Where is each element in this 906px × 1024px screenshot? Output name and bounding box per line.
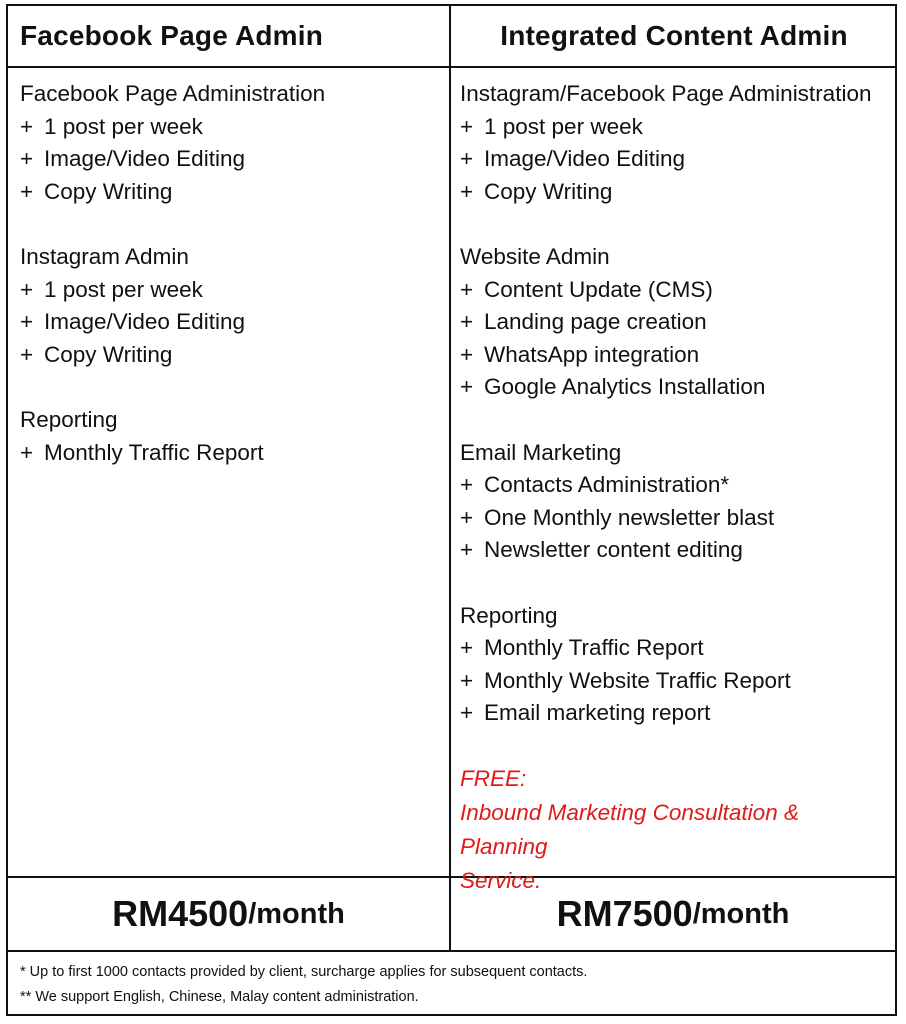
plus-icon: + <box>460 113 474 139</box>
plus-icon: + <box>20 146 34 172</box>
section-title: Reporting <box>20 406 118 432</box>
feature-section <box>20 241 440 371</box>
feature-item <box>20 274 440 307</box>
plus-icon: + <box>20 113 34 139</box>
feature-item <box>20 437 440 470</box>
section-title: Instagram Admin <box>20 243 189 269</box>
section-title: Website Admin <box>460 243 610 269</box>
feature-item <box>460 632 892 665</box>
price-unit: /month <box>248 897 345 930</box>
plus-icon: + <box>460 341 474 367</box>
feature-item <box>460 469 892 502</box>
plus-icon: + <box>460 472 474 498</box>
feature-text: Contacts Administration* <box>484 472 730 498</box>
feature-item <box>20 143 440 176</box>
feature-text: Email marketing report <box>484 700 711 726</box>
plus-icon: + <box>460 504 474 530</box>
feature-section <box>20 78 440 208</box>
feature-text: Newsletter content editing <box>484 537 743 563</box>
free-label: FREE: <box>460 766 527 792</box>
feature-item <box>20 306 440 339</box>
feature-text: 1 post per week <box>44 113 203 139</box>
feature-item <box>460 306 892 339</box>
feature-text: Copy Writing <box>44 178 173 204</box>
plan-features-facebook-page-admin <box>20 78 440 469</box>
feature-item <box>460 274 892 307</box>
feature-section <box>460 241 892 404</box>
feature-item <box>460 665 892 698</box>
plan-title-integrated-content-admin: Integrated Content Admin <box>500 20 848 51</box>
feature-item <box>20 111 440 144</box>
feature-item <box>460 371 892 404</box>
pricing-table <box>6 4 897 1016</box>
feature-text: Copy Writing <box>484 178 613 204</box>
footnote: * Up to first 1000 contacts provided by client, surcharge applies for subsequent contacts. <box>20 964 588 980</box>
plus-icon: + <box>460 374 474 400</box>
feature-text: Landing page creation <box>484 309 707 335</box>
feature-section <box>460 437 892 567</box>
free-offer-line: Service. <box>460 868 542 894</box>
plus-icon: + <box>20 276 34 302</box>
plus-icon: + <box>460 635 474 661</box>
feature-item <box>460 697 892 730</box>
footnote: ** We support English, Chinese, Malay content administration. <box>20 989 419 1005</box>
feature-text: Content Update (CMS) <box>484 276 713 302</box>
feature-section <box>20 404 440 469</box>
footnotes <box>20 960 587 1010</box>
feature-text: Monthly Traffic Report <box>484 635 704 661</box>
feature-item <box>20 176 440 209</box>
feature-text: Image/Video Editing <box>484 146 685 172</box>
feature-item <box>460 339 892 372</box>
price-amount: RM4500 <box>112 893 249 934</box>
price-unit: /month <box>692 897 790 930</box>
feature-section <box>460 600 892 730</box>
feature-text: Monthly Website Traffic Report <box>484 667 791 693</box>
feature-text: 1 post per week <box>44 276 203 302</box>
feature-item <box>460 534 892 567</box>
plan-title-facebook-page-admin: Facebook Page Admin <box>20 20 324 51</box>
feature-text: Google Analytics Installation <box>484 374 766 400</box>
feature-item <box>460 143 892 176</box>
plus-icon: + <box>20 178 34 204</box>
section-title: Facebook Page Administration <box>20 81 326 106</box>
header-divider <box>8 66 895 68</box>
plus-icon: + <box>460 178 474 204</box>
plus-icon: + <box>460 667 474 693</box>
feature-text: Monthly Traffic Report <box>44 439 264 465</box>
section-title: Email Marketing <box>460 439 622 465</box>
feature-item <box>460 502 892 535</box>
plan-features-integrated-content-admin <box>460 78 892 898</box>
feature-section <box>460 78 892 208</box>
column-divider <box>449 6 451 952</box>
plus-icon: + <box>460 146 474 172</box>
feature-text: Image/Video Editing <box>44 309 245 335</box>
free-offer-line: Inbound Marketing Consultation & Planning <box>460 800 799 860</box>
plus-icon: + <box>460 309 474 335</box>
plus-icon: + <box>460 537 474 563</box>
section-title: Instagram/Facebook Page Administration <box>460 81 872 106</box>
price-amount: RM7500 <box>556 893 693 934</box>
feature-item <box>460 111 892 144</box>
feature-text: WhatsApp integration <box>484 341 700 367</box>
feature-item <box>460 176 892 209</box>
feature-text: Copy Writing <box>44 341 173 367</box>
plus-icon: + <box>20 309 34 335</box>
plus-icon: + <box>20 439 34 465</box>
feature-item <box>20 339 440 372</box>
plus-icon: + <box>460 276 474 302</box>
section-title: Reporting <box>460 602 558 628</box>
price-integrated-content-admin <box>451 878 895 950</box>
feature-text: Image/Video Editing <box>44 146 245 172</box>
plus-icon: + <box>460 700 474 726</box>
price-facebook-page-admin <box>8 878 449 950</box>
feature-text: One Monthly newsletter blast <box>484 504 775 530</box>
feature-text: 1 post per week <box>484 113 643 139</box>
plus-icon: + <box>20 341 34 367</box>
footnote-divider <box>8 950 895 952</box>
